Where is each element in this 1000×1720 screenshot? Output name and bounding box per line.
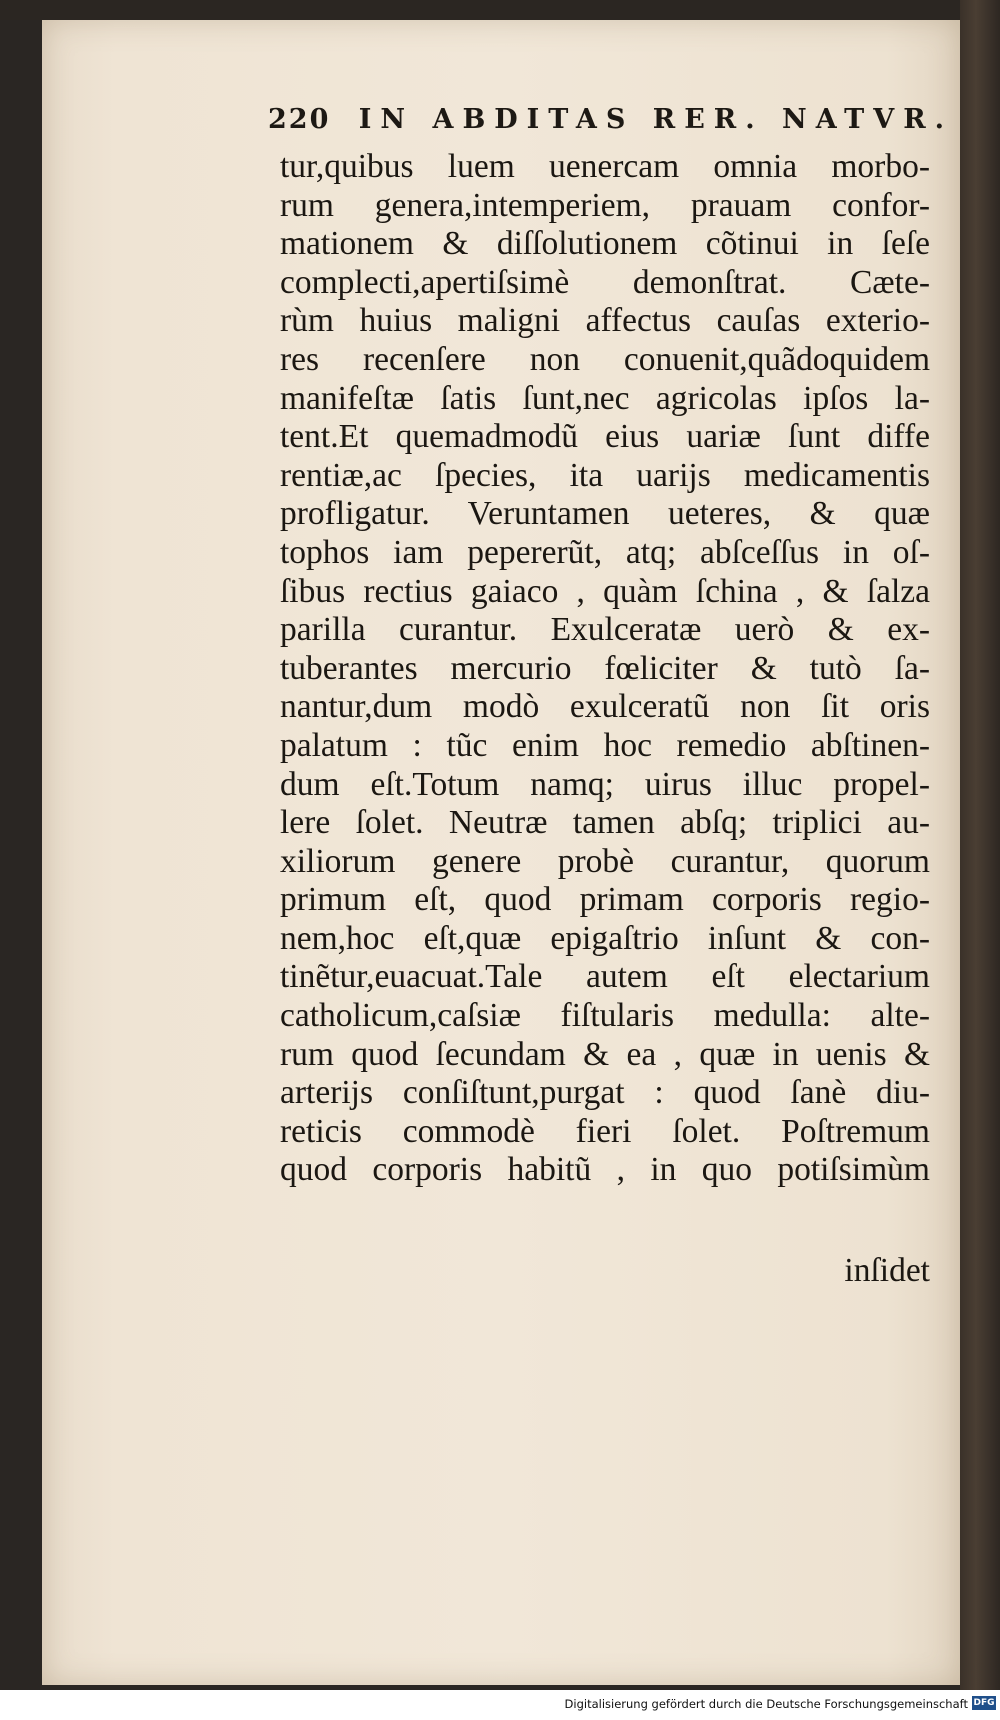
footer-credit: Digitalisierung gefördert durch die Deutsche Forschungsgemeinschaft xyxy=(564,1697,968,1711)
text-line: tophos iam pepererũt, atq; abſceſſus in oſ- xyxy=(280,533,930,571)
text-line: tur,quibus luem uenercam omnia morbo- xyxy=(280,148,930,185)
text-line: ſibus rectius gaiaco , quàm ſchina , & ſalza xyxy=(280,572,930,610)
footer-bar xyxy=(0,1690,1000,1720)
text-line: rùm huius maligni affectus cauſas exterio- xyxy=(280,302,930,340)
text-line: reticis commodè fieri ſolet. Poſtremum xyxy=(280,1112,930,1150)
text-line: profligatur. Veruntamen ueteres, & quæ xyxy=(280,495,930,533)
text-line: tinẽtur,euacuat.Tale autem eſt electarium xyxy=(280,958,930,996)
catchword: inſidet xyxy=(844,1252,930,1289)
text-line: rum genera,intemperiem, prauam confor- xyxy=(280,186,930,224)
text-line: palatum : tũc enim hoc remedio abſtinen- xyxy=(280,726,930,764)
text-line: complecti,apertiſsimè demonſtrat. Cæte- xyxy=(280,263,930,301)
page-number: 220 xyxy=(268,104,331,135)
text-line: rentiæ,ac ſpecies, ita uarijs medicamentis xyxy=(280,456,930,494)
running-head xyxy=(268,104,954,144)
dfg-logo: DFG xyxy=(973,1698,995,1708)
text-line: quod corporis habitũ , in quo potiſsimùm xyxy=(280,1151,930,1189)
text-line: dum eſt.Totum namq; uirus illuc propel- xyxy=(280,765,930,803)
text-line: mationem & diſſolutionem cõtinui in ſeſe xyxy=(280,225,930,263)
book-page-edge xyxy=(960,0,1000,1690)
text-line: lere ſolet. Neutræ tamen abſq; triplici au- xyxy=(280,804,930,842)
text-line: parilla curantur. Exulceratæ uerò & ex- xyxy=(280,611,930,649)
text-line: xiliorum genere probè curantur, quorum xyxy=(280,842,930,880)
text-line: nantur,dum modò exulceratũ non ſit oris xyxy=(280,688,930,726)
text-line: catholicum,caſsiæ fiſtularis medulla: alte- xyxy=(280,997,930,1035)
text-line: primum eſt, quod primam corporis regio- xyxy=(280,881,930,919)
text-line: tent.Et quemadmodũ eius uariæ ſunt diffe xyxy=(280,418,930,456)
text-line: rum quod ſecundam & ea , quæ in uenis & xyxy=(280,1035,930,1073)
text-line: nem,hoc eſt,quæ epigaſtrio inſunt & con- xyxy=(280,919,930,957)
text-line: manifeſtæ ſatis ſunt,nec agricolas ipſos la- xyxy=(280,379,930,417)
text-line: res recenſere non conuenit,quãdoquidem xyxy=(280,340,930,378)
running-head-title: IN ABDITAS RER. NATVR. xyxy=(358,104,954,135)
text-body xyxy=(280,148,930,1190)
text-line: arterijs conſiſtunt,purgat : quod ſanè diu- xyxy=(280,1074,930,1112)
scan-backdrop xyxy=(0,0,1000,20)
text-line: tuberantes mercurio fœliciter & tutò ſa- xyxy=(280,649,930,687)
